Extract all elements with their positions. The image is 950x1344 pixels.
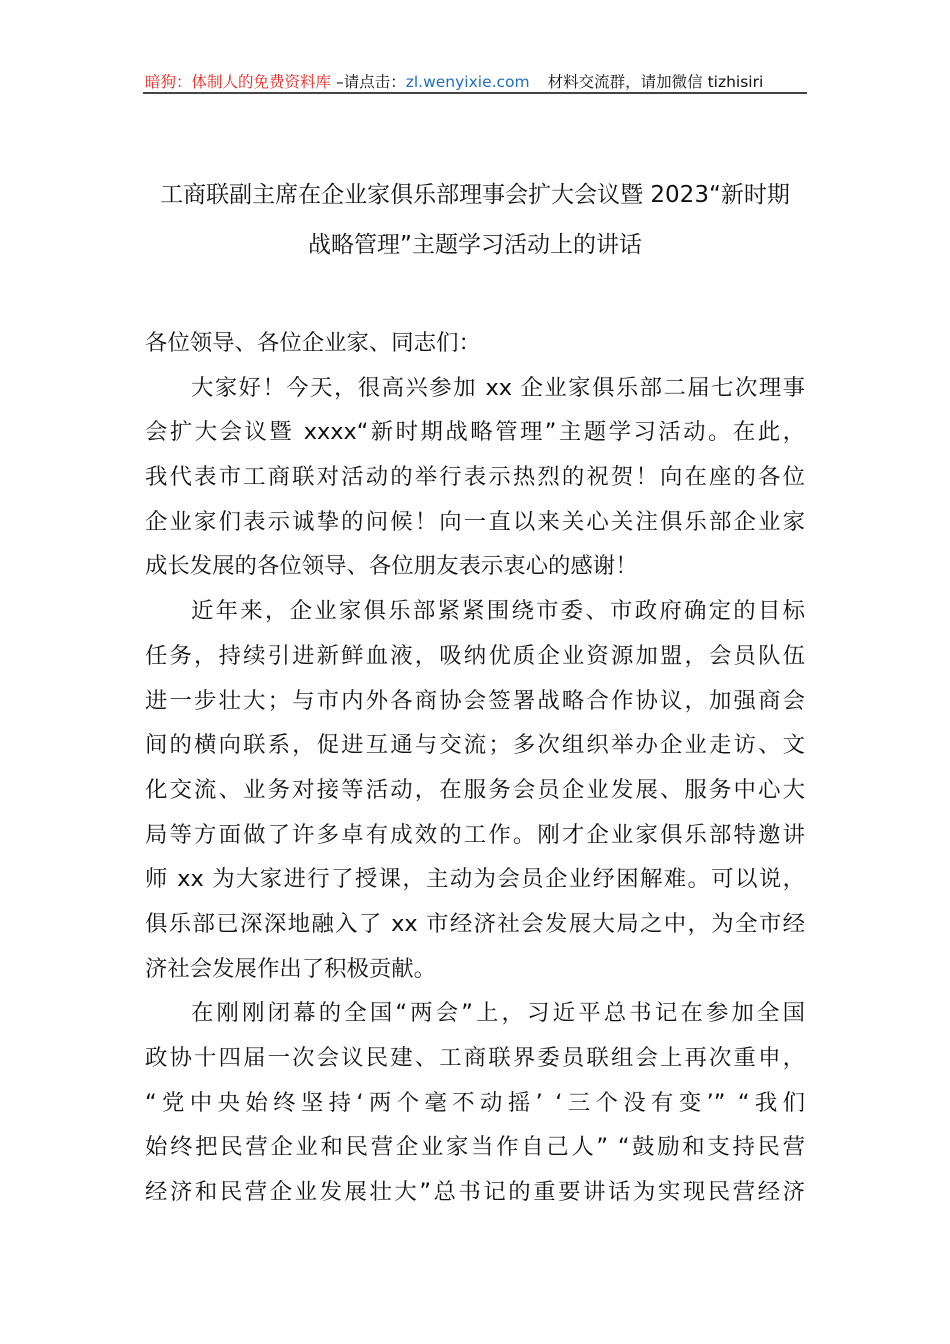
paragraph-line: 在刚刚闭幕的全国“两会”上，习近平总书记在参加全国 [191, 1000, 805, 1027]
header-divider [143, 92, 807, 94]
paragraph-line: 始终把民营企业和民营企业家当作自己人” “鼓励和支持民营 [145, 1134, 805, 1161]
paragraph-line: 近年来，企业家俱乐部紧紧围绕市委、市政府确定的目标 [191, 598, 805, 625]
paragraph-line: 成长发展的各位领导、各位朋友表示衷心的感谢！ [145, 553, 638, 580]
paragraph-line: “党中央始终坚持‘两个毫不动摇’ ‘三个没有变’” “我们 [145, 1089, 805, 1116]
paragraph-line: 局等方面做了许多卓有成效的工作。刚才企业家俱乐部特邀讲 [145, 821, 805, 848]
paragraph-line: 大家好！今天，很高兴参加 xx 企业家俱乐部二届七次理事 [191, 374, 805, 401]
document-body [145, 326, 805, 1220]
paragraph-line: 任务，持续引进新鲜血液，吸纳优质企业资源加盟，会员队伍 [145, 642, 805, 669]
paragraph-line: 间的横向联系，促进互通与交流；多次组织举办企业走访、文 [145, 732, 805, 759]
paragraph-line: 企业家们表示诚挚的问候！向一直以来关心关注俱乐部企业家 [145, 508, 805, 535]
greeting: 各位领导、各位企业家、同志们： [145, 330, 481, 356]
header-slogan: 暗狗：体制人的免费资料库 [145, 73, 332, 91]
paragraph-line: 政协十四届一次会议民建、工商联界委员联组会上再次重申， [145, 1045, 805, 1071]
document-title-line-2: 战略管理”主题学习活动上的讲话 [308, 232, 642, 258]
paragraph-line: 经济和民营企业发展壮大”总书记的重要讲话为实现民营经济 [145, 1179, 805, 1206]
paragraph-line: 会扩大会议暨 xxxx“新时期战略管理”主题学习活动。在此， [145, 419, 805, 446]
document-title-line-1: 工商联副主席在企业家俱乐部理事会扩大会议暨 2023“新时期 [160, 182, 790, 208]
paragraph-line: 济社会发展作出了积极贡献。 [145, 955, 437, 982]
paragraph-line: 俱乐部已深深地融入了 xx 市经济社会发展大局之中，为全市经 [145, 910, 805, 937]
header-link[interactable]: zl.wenyixie.com [405, 73, 530, 91]
paragraph-line: 进一步壮大；与市内外各商协会签署战略合作协议，加强商会 [145, 687, 805, 714]
paragraph-line: 化交流、业务对接等活动，在服务会员企业发展、服务中心大 [145, 776, 805, 803]
paragraph-line: 我代表市工商联对活动的举行表示热烈的祝贺！向在座的各位 [145, 464, 805, 491]
paragraph-line: 师 xx 为大家进行了授课，主动为会员企业纾困解难。可以说， [145, 866, 805, 893]
header-contact: 材料交流群，请加微信 tizhisiri [547, 73, 764, 91]
header-prompt: –请点击： [331, 73, 406, 91]
page-header [145, 70, 805, 92]
